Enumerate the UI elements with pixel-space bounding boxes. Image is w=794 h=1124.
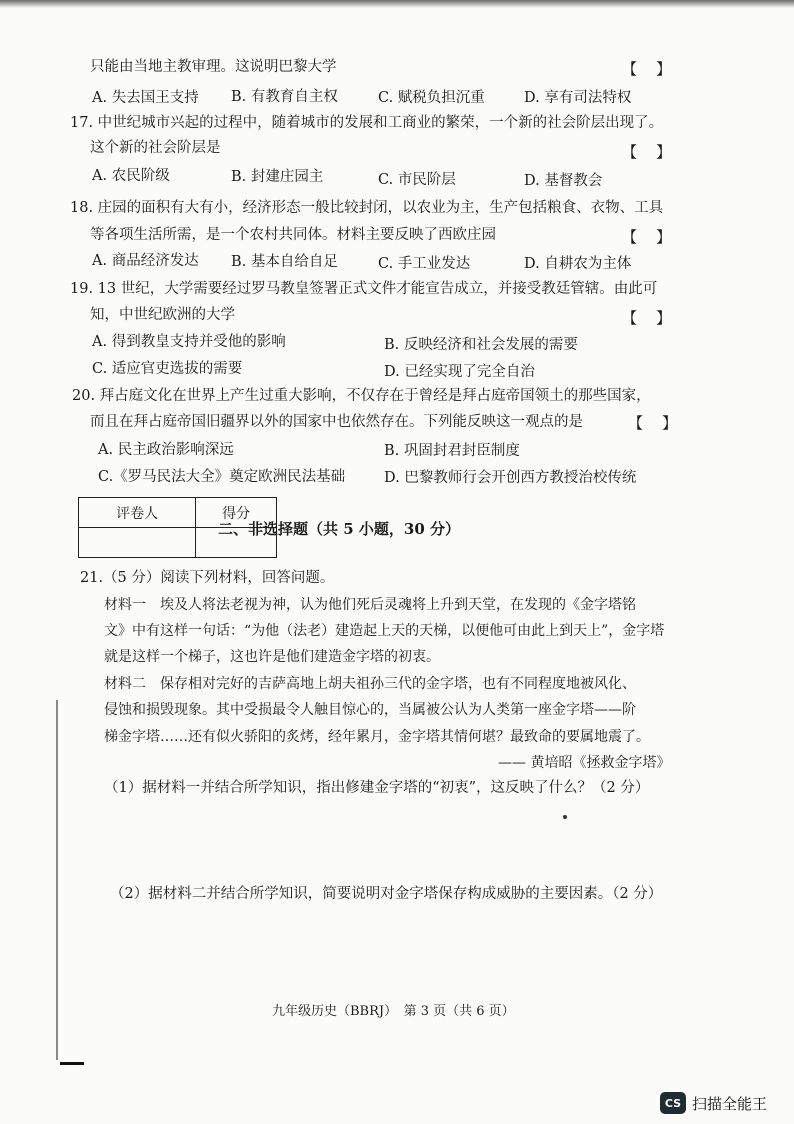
- grader-signature-cell[interactable]: [79, 528, 196, 558]
- scan-speck: [563, 815, 567, 819]
- q17-option-b[interactable]: B. 封建庄园主: [231, 169, 324, 185]
- q19-option-a[interactable]: A. 得到教皇支持并受他的影响: [92, 334, 286, 350]
- q16-option-c[interactable]: C. 赋税负担沉重: [378, 90, 485, 106]
- q21-material1-line2: 文》中有这样一句话：“为他（法老）建造起上天的天梯，以便他可由此上到天上”，金字塔: [104, 623, 665, 639]
- q19-stem-line1: 19. 13 世纪，大学需要经过罗马教皇签署正式文件才能宣告成立，并接受教廷管辖。由此可: [70, 281, 658, 297]
- q18-stem-line1: 18. 庄园的面积有大有小，经济形态一般比较封闭，以农业为主，生产包括粮食、衣物、工具: [70, 200, 664, 216]
- scan-mark: [60, 1062, 84, 1065]
- q21-intro: 21.（5 分）阅读下列材料，回答问题。: [80, 570, 335, 586]
- q17-stem-line1: 17. 中世纪城市兴起的过程中，随着城市的发展和工商业的繁荣，一个新的社会阶层出现了。: [70, 115, 664, 131]
- q16-option-b[interactable]: B. 有教育自主权: [231, 89, 338, 105]
- q17-option-a[interactable]: A. 农民阶级: [92, 168, 170, 184]
- q20-answer-bracket[interactable]: 【 】: [628, 414, 678, 432]
- q18-option-a[interactable]: A. 商品经济发达: [92, 253, 199, 269]
- score-table-grader-header: 评卷人: [79, 498, 196, 528]
- q19-answer-bracket[interactable]: 【 】: [622, 309, 672, 327]
- q20-option-b[interactable]: B. 巩固封君封臣制度: [384, 443, 520, 459]
- q16-option-a[interactable]: A. 失去国王支持: [92, 90, 199, 106]
- section2-title: 二、非选择题（共 5 小题，30 分）: [218, 520, 460, 538]
- q21-material2-line1: 材料二 保存相对完好的吉萨高地上胡夫祖孙三代的金字塔，也有不同程度地被风化、: [104, 676, 636, 692]
- page-footer: 九年级历史（BBRJ） 第 3 页（共 6 页）: [272, 1004, 515, 1019]
- q17-answer-bracket[interactable]: 【 】: [622, 143, 672, 161]
- q21-subquestion-2: （2）据材料二并结合所学知识，简要说明对金字塔保存构成威胁的主要因素。（2 分）: [110, 886, 663, 902]
- q21-material2-source: —— 黄培昭《拯救金字塔》: [498, 755, 671, 771]
- q21-material1-line3: 就是这样一个梯子，这也许是他们建造金字塔的初衷。: [104, 649, 440, 665]
- q17-option-d[interactable]: D. 基督教会: [524, 173, 603, 189]
- q16-stem-tail: 只能由当地主教审理。这说明巴黎大学: [90, 59, 337, 75]
- q17-stem-line2: 这个新的社会阶层是: [90, 140, 221, 156]
- q19-option-d[interactable]: D. 已经实现了完全自治: [384, 364, 535, 380]
- q18-answer-bracket[interactable]: 【 】: [622, 228, 672, 246]
- q20-stem-line2: 而且在拜占庭帝国旧疆界以外的国家中也依然存在。下列能反映这一观点的是: [90, 414, 583, 430]
- scan-top-edge: [0, 0, 794, 8]
- q21-subquestion-1: （1）据材料一并结合所学知识，指出修建金字塔的“初衷”，这反映了什么？（2 分）: [104, 780, 650, 796]
- q16-option-d[interactable]: D. 享有司法特权: [524, 90, 632, 106]
- q16-answer-bracket[interactable]: 【 】: [622, 60, 672, 78]
- q21-material1-line1: 材料一 埃及人将法老视为神，认为他们死后灵魂将上升到天堂，在发现的《金字塔铭: [104, 597, 636, 613]
- q18-option-b[interactable]: B. 基本自给自足: [231, 254, 338, 270]
- scanner-watermark: [660, 1090, 767, 1116]
- q19-option-b[interactable]: B. 反映经济和社会发展的需要: [384, 337, 578, 353]
- q20-option-d[interactable]: D. 巴黎教师行会开创西方教授治校传统: [384, 470, 637, 486]
- q18-option-c[interactable]: C. 手工业发达: [378, 256, 471, 272]
- camscanner-logo-icon: CS: [660, 1092, 686, 1114]
- q17-option-c[interactable]: C. 市民阶层: [378, 172, 456, 188]
- q20-option-a[interactable]: A. 民主政治影响深远: [98, 442, 234, 458]
- q18-stem-line2: 等各项生活所需，是一个农村共同体。材料主要反映了西欧庄园: [90, 227, 496, 243]
- q19-stem-line2: 知，中世纪欧洲的大学: [90, 307, 235, 323]
- q18-option-d[interactable]: D. 自耕农为主体: [524, 256, 632, 272]
- watermark-label: 扫描全能王: [692, 1094, 768, 1113]
- q20-stem-line1: 20. 拜占庭文化在世界上产生过重大影响，不仅存在于曾经是拜占庭帝国领土的那些国家，: [72, 388, 651, 404]
- q20-option-c[interactable]: C.《罗马民法大全》奠定欧洲民法基础: [98, 469, 346, 485]
- q21-material2-line3: 梯金字塔……还有似火骄阳的炙烤，经年累月，金字塔其情何堪？最致命的要属地震了。: [104, 729, 650, 745]
- q21-material2-line2: 侵蚀和损毁现象。其中受损最令人触目惊心的，当属被公认为人类第一座金字塔——阶: [104, 702, 636, 718]
- score-table-score-header: 得分: [196, 498, 277, 528]
- scan-binding-edge: [56, 700, 58, 1060]
- q19-option-c[interactable]: C. 适应官吏选拔的需要: [92, 361, 243, 377]
